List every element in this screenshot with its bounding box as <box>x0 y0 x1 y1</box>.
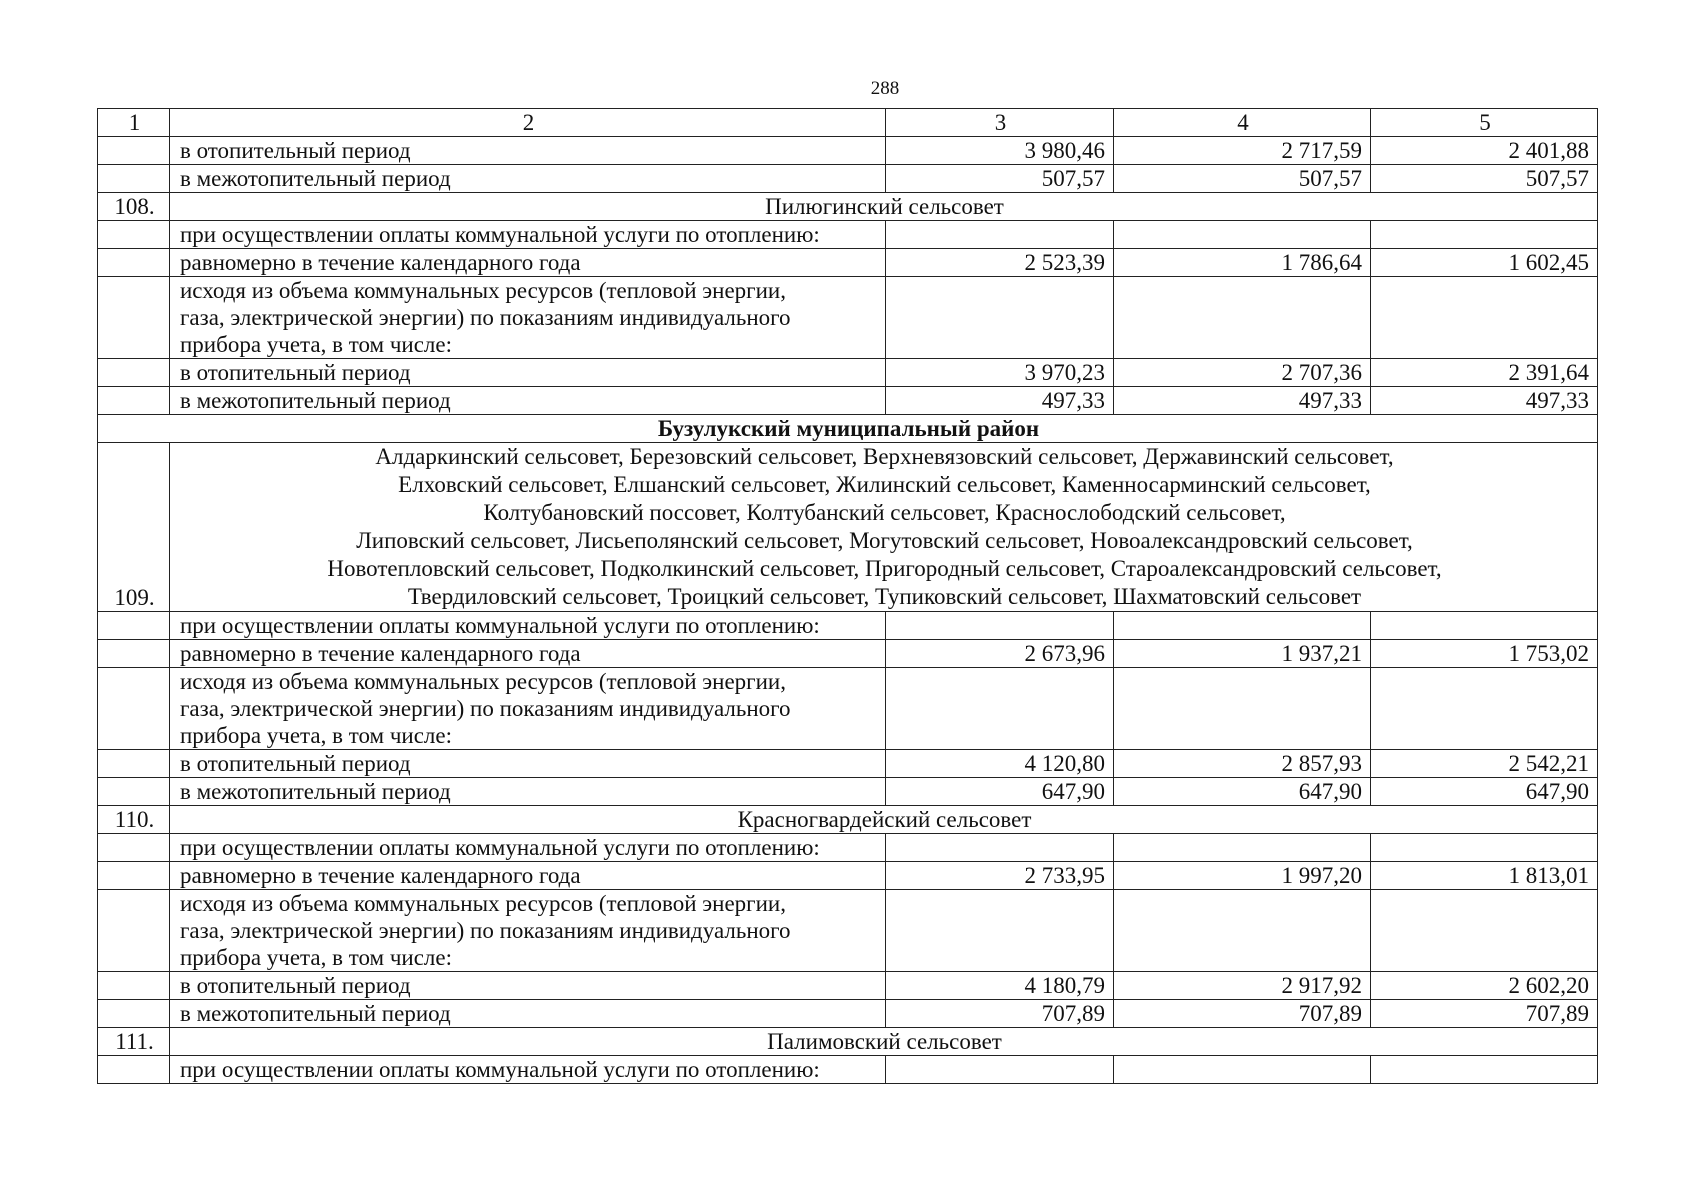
table-row <box>98 165 1598 193</box>
value-col-4: 507,57 <box>1114 165 1371 193</box>
district-title: Бузулукский муниципальный район <box>98 415 1598 443</box>
value-col-5 <box>1371 668 1598 750</box>
value-col-3: 707,89 <box>886 1000 1114 1028</box>
row-label: в межотопительный период <box>170 1000 886 1028</box>
value-col-4 <box>1114 612 1371 640</box>
row-label-multiline <box>170 277 886 359</box>
value-col-4 <box>1114 1056 1371 1084</box>
district-row <box>98 415 1598 443</box>
value-col-4 <box>1114 277 1371 359</box>
value-col-5: 707,89 <box>1371 1000 1598 1028</box>
row-number-cell <box>98 359 170 387</box>
label-line: прибора учета, в том числе: <box>180 945 452 970</box>
value-col-4: 497,33 <box>1114 387 1371 415</box>
column-header-2: 2 <box>170 109 886 137</box>
section-line: Твердиловский сельсовет, Троицкий сельсовет, Тупиковский сельсовет, Шахматовский сельсовет <box>407 584 1362 609</box>
value-col-3: 2 523,39 <box>886 249 1114 277</box>
row-number: 109. <box>98 443 170 612</box>
row-label: равномерно в течение календарного года <box>170 862 886 890</box>
value-col-3 <box>886 834 1114 862</box>
table-row <box>98 668 1598 750</box>
label-line: исходя из объема коммунальных ресурсов (тепловой энергии, <box>180 891 786 916</box>
value-col-3 <box>886 221 1114 249</box>
table-row <box>98 862 1598 890</box>
section-row <box>98 443 1598 612</box>
row-label-multiline <box>170 668 886 750</box>
row-number-cell <box>98 640 170 668</box>
row-number-cell <box>98 1056 170 1084</box>
value-col-3 <box>886 1056 1114 1084</box>
value-col-5 <box>1371 221 1598 249</box>
row-label: в отопительный период <box>170 750 886 778</box>
value-col-4: 2 717,59 <box>1114 137 1371 165</box>
value-col-4 <box>1114 221 1371 249</box>
value-col-3: 2 733,95 <box>886 862 1114 890</box>
section-title: Палимовский сельсовет <box>170 1028 1598 1056</box>
value-col-3: 647,90 <box>886 778 1114 806</box>
row-number-cell <box>98 612 170 640</box>
row-label: в отопительный период <box>170 359 886 387</box>
value-col-4: 1 937,21 <box>1114 640 1371 668</box>
value-col-3 <box>886 612 1114 640</box>
section-row <box>98 806 1598 834</box>
value-col-4 <box>1114 668 1371 750</box>
row-label: в отопительный период <box>170 972 886 1000</box>
value-col-3: 4 120,80 <box>886 750 1114 778</box>
value-col-4: 707,89 <box>1114 1000 1371 1028</box>
value-col-3: 2 673,96 <box>886 640 1114 668</box>
table-row <box>98 249 1598 277</box>
row-label-multiline <box>170 890 886 972</box>
value-col-5 <box>1371 1056 1598 1084</box>
row-number-cell <box>98 221 170 249</box>
value-col-5 <box>1371 834 1598 862</box>
section-row <box>98 193 1598 221</box>
row-label: в межотопительный период <box>170 165 886 193</box>
value-col-5: 497,33 <box>1371 387 1598 415</box>
row-label: при осуществлении оплаты коммунальной услуги по отоплению: <box>170 612 886 640</box>
section-line: Новотепловский сельсовет, Подколкинский сельсовет, Пригородный сельсовет, Староалександровский сельсовет, <box>327 556 1442 581</box>
label-line: прибора учета, в том числе: <box>180 723 452 748</box>
value-col-5: 2 391,64 <box>1371 359 1598 387</box>
column-header-3: 3 <box>886 109 1114 137</box>
value-col-4: 647,90 <box>1114 778 1371 806</box>
table-row <box>98 359 1598 387</box>
value-col-3: 497,33 <box>886 387 1114 415</box>
value-col-3 <box>886 668 1114 750</box>
table-row <box>98 221 1598 249</box>
table-header-row <box>98 109 1598 137</box>
value-col-4 <box>1114 890 1371 972</box>
label-line: газа, электрической энергии) по показаниям индивидуального <box>180 696 791 721</box>
row-label: при осуществлении оплаты коммунальной услуги по отоплению: <box>170 834 886 862</box>
section-line: Елховский сельсовет, Елшанский сельсовет, Жилинский сельсовет, Каменносарминский сельсовет, <box>398 472 1371 497</box>
table-row <box>98 277 1598 359</box>
row-number-cell <box>98 137 170 165</box>
table-row <box>98 750 1598 778</box>
row-number: 111. <box>98 1028 170 1056</box>
column-header-5: 5 <box>1371 109 1598 137</box>
section-row <box>98 1028 1598 1056</box>
row-number: 108. <box>98 193 170 221</box>
table-row <box>98 972 1598 1000</box>
row-number-cell <box>98 277 170 359</box>
value-col-4: 2 707,36 <box>1114 359 1371 387</box>
row-number-cell <box>98 165 170 193</box>
value-col-3: 3 970,23 <box>886 359 1114 387</box>
table-row <box>98 778 1598 806</box>
value-col-5: 1 602,45 <box>1371 249 1598 277</box>
label-line: исходя из объема коммунальных ресурсов (тепловой энергии, <box>180 669 786 694</box>
value-col-5: 2 542,21 <box>1371 750 1598 778</box>
value-col-4: 2 857,93 <box>1114 750 1371 778</box>
value-col-4: 2 917,92 <box>1114 972 1371 1000</box>
section-title-multiline <box>170 443 1598 612</box>
row-label: равномерно в течение календарного года <box>170 640 886 668</box>
row-number-cell <box>98 668 170 750</box>
row-number-cell <box>98 890 170 972</box>
page-number: 288 <box>870 78 900 99</box>
value-col-5: 2 401,88 <box>1371 137 1598 165</box>
value-col-4: 1 997,20 <box>1114 862 1371 890</box>
tariff-table <box>97 108 1598 1084</box>
section-title: Красногвардейский сельсовет <box>170 806 1598 834</box>
value-col-3: 507,57 <box>886 165 1114 193</box>
table-row <box>98 137 1598 165</box>
section-line: Липовский сельсовет, Лисьеполянский сельсовет, Могутовский сельсовет, Новоалександровский сельсовет, <box>356 528 1413 553</box>
section-line: Алдаркинский сельсовет, Березовский сельсовет, Верхневязовский сельсовет, Державинский сельсовет, <box>375 444 1394 469</box>
row-number-cell <box>98 834 170 862</box>
label-line: газа, электрической энергии) по показаниям индивидуального <box>180 305 791 330</box>
value-col-5: 2 602,20 <box>1371 972 1598 1000</box>
table-row <box>98 1000 1598 1028</box>
row-number-cell <box>98 862 170 890</box>
table-row <box>98 890 1598 972</box>
row-label: равномерно в течение календарного года <box>170 249 886 277</box>
row-number-cell <box>98 972 170 1000</box>
label-line: исходя из объема коммунальных ресурсов (тепловой энергии, <box>180 278 786 303</box>
value-col-5 <box>1371 612 1598 640</box>
row-number: 110. <box>98 806 170 834</box>
row-number-cell <box>98 778 170 806</box>
table-row <box>98 834 1598 862</box>
value-col-5 <box>1371 890 1598 972</box>
table-row <box>98 1056 1598 1084</box>
column-header-1: 1 <box>98 109 170 137</box>
row-number-cell <box>98 249 170 277</box>
label-line: прибора учета, в том числе: <box>180 332 452 357</box>
value-col-5: 1 753,02 <box>1371 640 1598 668</box>
value-col-4: 1 786,64 <box>1114 249 1371 277</box>
value-col-5: 507,57 <box>1371 165 1598 193</box>
row-label: в отопительный период <box>170 137 886 165</box>
row-number-cell <box>98 1000 170 1028</box>
value-col-4 <box>1114 834 1371 862</box>
section-line: Колтубановский поссовет, Колтубанский сельсовет, Краснослободский сельсовет, <box>483 500 1286 525</box>
row-label: в межотопительный период <box>170 387 886 415</box>
value-col-3: 3 980,46 <box>886 137 1114 165</box>
row-number-cell <box>98 750 170 778</box>
row-label: при осуществлении оплаты коммунальной услуги по отоплению: <box>170 221 886 249</box>
value-col-5: 1 813,01 <box>1371 862 1598 890</box>
value-col-3: 4 180,79 <box>886 972 1114 1000</box>
table-row <box>98 640 1598 668</box>
value-col-3 <box>886 277 1114 359</box>
label-line: газа, электрической энергии) по показаниям индивидуального <box>180 918 791 943</box>
column-header-4: 4 <box>1114 109 1371 137</box>
value-col-5 <box>1371 277 1598 359</box>
table-row <box>98 612 1598 640</box>
section-title: Пилюгинский сельсовет <box>170 193 1598 221</box>
row-label: при осуществлении оплаты коммунальной услуги по отоплению: <box>170 1056 886 1084</box>
row-number-cell <box>98 387 170 415</box>
table-row <box>98 387 1598 415</box>
row-label: в межотопительный период <box>170 778 886 806</box>
value-col-5: 647,90 <box>1371 778 1598 806</box>
value-col-3 <box>886 890 1114 972</box>
